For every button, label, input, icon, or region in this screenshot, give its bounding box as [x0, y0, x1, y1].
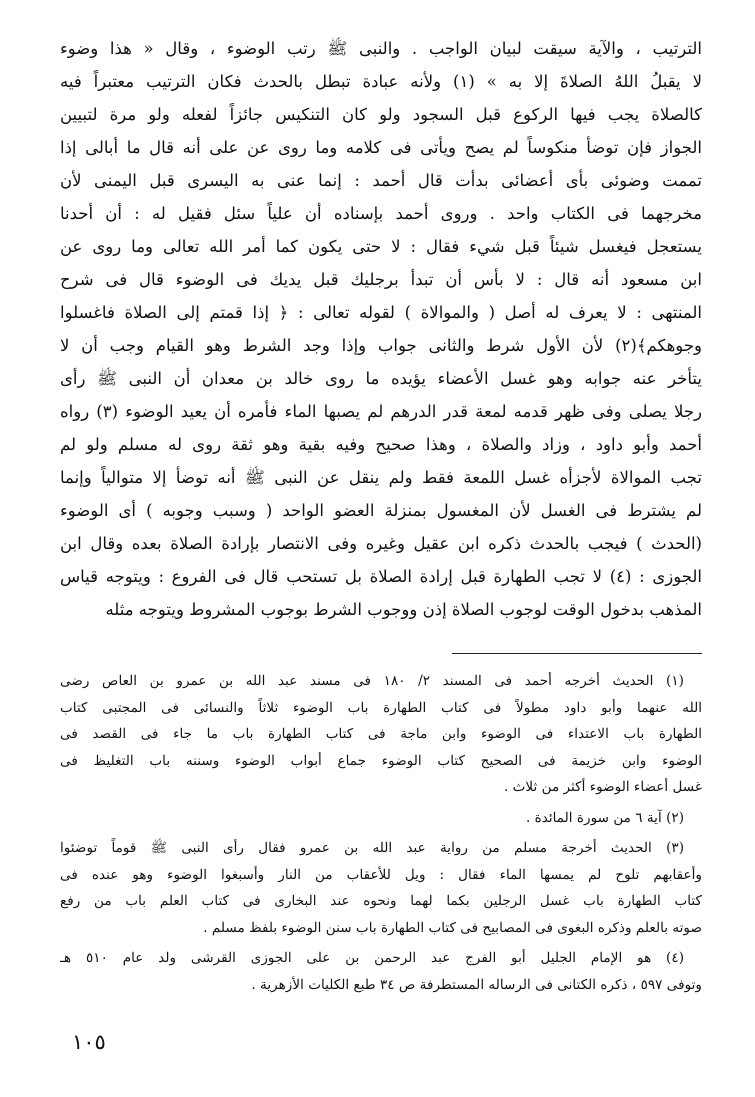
main-text-line: الجوزى : (٤) لا تجب الطهارة قبل إرادة الصلاة بل تستحب قال فى الفروع : ويتوجه قياس [60, 567, 702, 586]
book-page [60, 32, 702, 1002]
main-text-line: تممت وضوئى بأى أعضائى بدأت قال أحمد : إنما عنى به اليسرى قبل اليمنى لأن [60, 171, 702, 190]
main-text-line: المنتهى : لا يعرف له أصل ( والموالاة ) لقوله تعالى : ﴿ إذا قمتم إلى الصلاة فاغسلوا [60, 303, 702, 322]
main-text-line: مخرجهما فى الكتاب واحد . وروى أحمد بإسناده أن علياً سئل فقيل له : أن أحدنا [60, 204, 702, 223]
main-text-line: لا يقبلُ اللهُ الصلاةَ إلا به » (١) ولأنه عبادة تبطل بالحدث فكان الترتيب معتبراً فيه [60, 72, 702, 91]
main-text-line: كالصلاة يجب فيها الركوع قبل السجود ولو كان التنكيس جائزاً لفعله ولو مرة لتبيين [60, 105, 702, 124]
main-text-line: المذهب بدخول الوقت لوجوب الصلاة إذن ووجوب الشرط بوجوب المشروط ويتوجه مثله [105, 600, 702, 619]
footnote-line: غسل أعضاء الوضوء أكثر من ثلاث . [503, 779, 702, 795]
footnote-line: (٢) آية ٦ من سورة المائدة . [525, 809, 684, 826]
footnote-line: الوضوء وابن خزيمة فى الصحيح كتاب الوضوء جماع أبواب الوضوء وسننه باب التغليظ فى [60, 752, 702, 769]
footnote-line: الله عنهما وأبو داود مطولاً فى كتاب الطهارة باب الوضوء ثلاثاً والنسائى فى المجتبى كتاب [60, 699, 702, 716]
main-text-line: (الحدث ) فيجب بالحدث ذكره ابن عقيل وغيره وفى الانتصار بإرادة الصلاة بعده وقال ابن [60, 534, 702, 553]
page-number: ١٠٥ [72, 1030, 106, 1054]
footnote-line: (٣) الحديث أخرجة مسلم من رواية عبد الله بن عمرو فقال رأى النبى ﷺ قوماً توضئوا [60, 840, 684, 856]
footnote-line: (٤) هو الإمام الجليل أبو الفرج عبد الرحمن بن على الجوزى القرشى ولد عام ٥١٠ هـ [60, 950, 684, 966]
footnote-line: وأعقابهم تلوح لم يمسها الماء فقال : ويل للأعقاب من النار وأسبغوا الوضوء وهو عنده فى [60, 866, 702, 883]
footnote-3 [60, 835, 702, 941]
main-text-line: الترتيب ، والآية سيقت لبيان الواجب . والنبى ﷺ رتب الوضوء ، وقال « هذا وضوء [60, 39, 702, 58]
main-text-line: رجلا يصلى وفى ظهر قدمه لمعة قدر الدرهم لم يصبها الماء فأمره أن يعيد الوضوء (٣) رواه [60, 402, 702, 421]
footnote-2 [60, 805, 702, 832]
footnotes [60, 668, 702, 998]
footnote-4 [60, 945, 702, 998]
main-text-line: وجوهكم﴾(٢) لأن الأول شرط والثانى جواب وإذا وجد الشرط وهو القيام وجب أن لا [60, 336, 702, 355]
footnote-line: كتاب الطهارة باب غسل الرجلين بكما لهما ونحوه عند البخارى فى كتاب العلم باب من رفع [60, 893, 702, 909]
footnote-line: وتوفى ٥٩٧ ، ذكره الكتانى فى الرساله المستطرفة ص ٣٤ طبع الكليات الأزهرية . [251, 976, 702, 993]
main-text-line: يتأخر عنه جوابه وهو غسل الأعضاء يؤيده ما روى خالد بن معدان أن النبى ﷺ رأى [60, 369, 702, 388]
footnote-line: صوته بالعلم وذكره البغوى فى المصابيح فى كتاب الطهارة باب سنن الوضوء بلفظ مسلم . [203, 919, 702, 936]
main-text-line: لم يشترط فى الغسل لأن المغسول بمنزلة العضو الواحد ( وسبب وجوبه ) أى الوضوء [60, 501, 702, 520]
footnote-line: الطهارة باب الاعتداء فى الوضوء وابن ماجة فى كتاب الطهارة باب ما جاء فى القصد فى [60, 726, 702, 742]
main-text-line: ابن مسعود أنه قال : لا بأس أن تبدأ برجليك قبل يديك فى الوضوء قال فى شرح [60, 270, 702, 289]
footnote-line: (١) الحديث أخرجه أحمد فى المسند ٢/ ١٨٠ فى مسند عبد الله بن عمرو بن العاص رضى [60, 673, 684, 689]
main-text-line: تجب الموالاة لأجزأه غسل اللمعة فقط ولم ينقل عن النبى ﷺ أنه توضأ إلا متوالياً وإنما [60, 468, 702, 487]
main-text-line: أحمد وأبو داود ، وزاد والصلاة ، وهذا صحيح وفيه بقية وهو ثقة روى له مسلم ولو لم [60, 435, 702, 454]
main-text [60, 32, 702, 626]
footnote-1 [60, 668, 702, 801]
main-text-line: الجواز فإن توضأ منكوساً لم يصح ويأتى فى كلامه وما روى عن على أنه قال ما أبالى إذا [60, 138, 702, 157]
footnote-divider [452, 653, 702, 654]
main-text-line: يستعجل فيغسل شيئاً قبل شيء فقال : لا حتى يكون كما أمر الله تعالى وما روى عن [60, 237, 702, 256]
